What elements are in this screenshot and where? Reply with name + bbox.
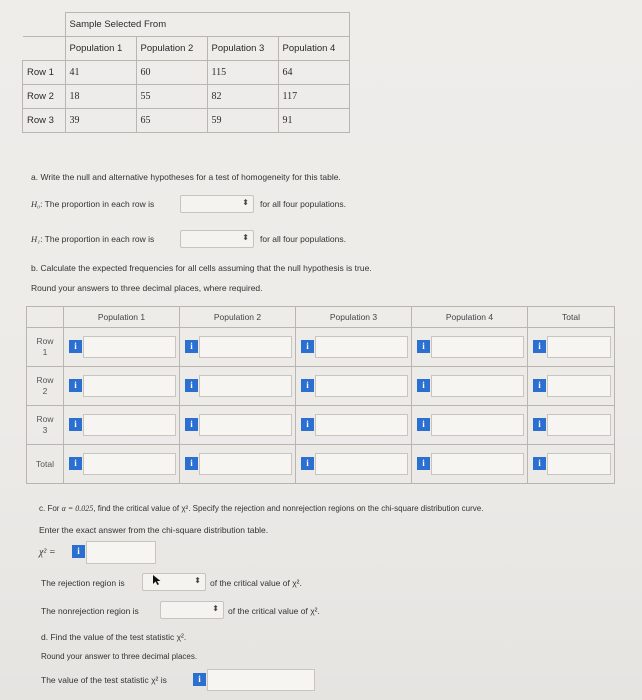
column-total-input[interactable]: [315, 453, 408, 475]
cell-value: 60: [136, 61, 207, 85]
table-row: [23, 61, 350, 85]
cell-value: 117: [278, 85, 349, 109]
expected-frequency-input[interactable]: [431, 336, 524, 358]
cell-value: 82: [207, 85, 278, 109]
table-row: [27, 328, 615, 367]
info-icon[interactable]: i: [185, 340, 198, 353]
cell-value: 55: [136, 85, 207, 109]
total-input[interactable]: [547, 336, 611, 358]
part-b-instruction: b. Calculate the expected frequencies for all cells assuming that the null hypothesis is true.: [31, 263, 372, 273]
rejection-region-suffix: of the critical value of χ².: [210, 578, 302, 588]
info-icon[interactable]: i: [185, 418, 198, 431]
column-header-population-4: Population 4: [278, 37, 349, 61]
row-label: Row 1: [27, 328, 64, 367]
column-header-total: Total: [528, 307, 615, 328]
nonrejection-region-dropdown[interactable]: [160, 601, 224, 619]
h1-proportion-dropdown[interactable]: [180, 230, 254, 248]
cell-value: 18: [65, 85, 136, 109]
cell-value: 39: [65, 109, 136, 133]
info-icon[interactable]: i: [417, 457, 430, 470]
cell-value: 115: [207, 61, 278, 85]
row-label: Row 2: [23, 85, 66, 109]
info-icon[interactable]: i: [417, 340, 430, 353]
expected-frequency-input[interactable]: [199, 414, 292, 436]
expected-frequency-input[interactable]: [431, 375, 524, 397]
expected-frequency-input[interactable]: [315, 336, 408, 358]
info-icon[interactable]: i: [185, 457, 198, 470]
table-row: [27, 406, 615, 445]
info-icon[interactable]: i: [301, 418, 314, 431]
chi-square-critical-label: χ² =: [39, 547, 56, 558]
info-icon[interactable]: i: [417, 379, 430, 392]
info-icon[interactable]: i: [533, 340, 546, 353]
observed-frequencies-table: [22, 12, 350, 133]
column-header-population-3: Population 3: [207, 37, 278, 61]
expected-frequency-input[interactable]: [315, 375, 408, 397]
table-row: [27, 367, 615, 406]
info-icon[interactable]: i: [69, 418, 82, 431]
column-header-population-3: Population 3: [296, 307, 412, 328]
cell-value: 91: [278, 109, 349, 133]
dropdown-arrow-icon: ⬍: [242, 198, 249, 207]
nonrejection-region-label: The nonrejection region is: [41, 606, 139, 616]
part-d-rounding-note: Round your answer to three decimal places.: [41, 652, 198, 661]
column-header-population-1: Population 1: [65, 37, 136, 61]
h0-statement: [31, 199, 154, 209]
dropdown-arrow-icon: ⬍: [242, 233, 249, 242]
table-header-sample-selected: Sample Selected From: [65, 13, 349, 37]
table-row: [23, 109, 350, 133]
column-header-population-1: Population 1: [64, 307, 180, 328]
table-row: [27, 445, 615, 484]
row-label: Total: [27, 445, 64, 484]
expected-frequency-input[interactable]: [83, 414, 176, 436]
info-icon[interactable]: i: [69, 340, 82, 353]
test-statistic-label: The value of the test statistic χ² is: [41, 675, 167, 685]
nonrejection-region-suffix: of the critical value of χ².: [228, 606, 320, 616]
column-header-population-2: Population 2: [180, 307, 296, 328]
grand-total-input[interactable]: [547, 453, 611, 475]
row-label: Row 1: [23, 61, 66, 85]
column-total-input[interactable]: [199, 453, 292, 475]
h0-proportion-dropdown[interactable]: [180, 195, 254, 213]
expected-frequency-input[interactable]: [431, 414, 524, 436]
part-a-instruction: a. Write the null and alternative hypotheses for a test of homogeneity for this table.: [31, 172, 341, 182]
h0-suffix: for all four populations.: [260, 199, 346, 209]
h0-text: : The proportion in each row is: [40, 199, 155, 209]
column-total-input[interactable]: [431, 453, 524, 475]
alpha-expression: α = 0.025: [61, 504, 94, 513]
mouse-cursor-icon: [152, 574, 162, 586]
info-icon[interactable]: i: [533, 457, 546, 470]
column-header-population-2: Population 2: [136, 37, 207, 61]
expected-frequency-input[interactable]: [83, 375, 176, 397]
expected-frequencies-table: [26, 306, 615, 484]
critical-value-input[interactable]: [86, 541, 156, 564]
info-icon[interactable]: i: [193, 673, 206, 686]
info-icon[interactable]: i: [72, 545, 85, 558]
part-c-exact-note: Enter the exact answer from the chi-square distribution table.: [39, 525, 269, 535]
info-icon[interactable]: i: [533, 379, 546, 392]
table-row: [23, 85, 350, 109]
info-icon[interactable]: i: [69, 457, 82, 470]
dropdown-arrow-icon: ⬍: [194, 576, 201, 585]
part-d-instruction: d. Find the value of the test statistic χ².: [41, 632, 187, 642]
info-icon[interactable]: i: [301, 379, 314, 392]
h1-symbol: H₁: [31, 234, 41, 244]
column-header-population-4: Population 4: [412, 307, 528, 328]
corner-header: [27, 307, 64, 328]
info-icon[interactable]: i: [301, 457, 314, 470]
h1-statement: [31, 234, 154, 244]
expected-frequency-input[interactable]: [199, 375, 292, 397]
total-input[interactable]: [547, 375, 611, 397]
cell-value: 64: [278, 61, 349, 85]
expected-frequency-input[interactable]: [199, 336, 292, 358]
rejection-region-label: The rejection region is: [41, 578, 125, 588]
row-label: Row 3: [23, 109, 66, 133]
expected-frequency-input[interactable]: [83, 336, 176, 358]
info-icon[interactable]: i: [417, 418, 430, 431]
dropdown-arrow-icon: ⬍: [212, 604, 219, 613]
row-label: Row 3: [27, 406, 64, 445]
h1-text: : The proportion in each row is: [40, 234, 155, 244]
info-icon[interactable]: i: [69, 379, 82, 392]
row-label: Row 2: [27, 367, 64, 406]
h1-suffix: for all four populations.: [260, 234, 346, 244]
cell-value: 65: [136, 109, 207, 133]
test-statistic-input[interactable]: [207, 669, 315, 691]
info-icon[interactable]: i: [533, 418, 546, 431]
info-icon[interactable]: i: [301, 340, 314, 353]
h0-symbol: H₀: [31, 199, 41, 209]
cell-value: 59: [207, 109, 278, 133]
expected-frequency-input[interactable]: [315, 414, 408, 436]
total-input[interactable]: [547, 414, 611, 436]
column-total-input[interactable]: [83, 453, 176, 475]
part-b-rounding-note: Round your answers to three decimal places, where required.: [31, 283, 263, 293]
part-c-instruction: c. For α = 0.025, find the critical value of χ². Specify the rejection and nonrejection regions on the chi-square distribution curve.: [39, 504, 484, 513]
cell-value: 41: [65, 61, 136, 85]
info-icon[interactable]: i: [185, 379, 198, 392]
